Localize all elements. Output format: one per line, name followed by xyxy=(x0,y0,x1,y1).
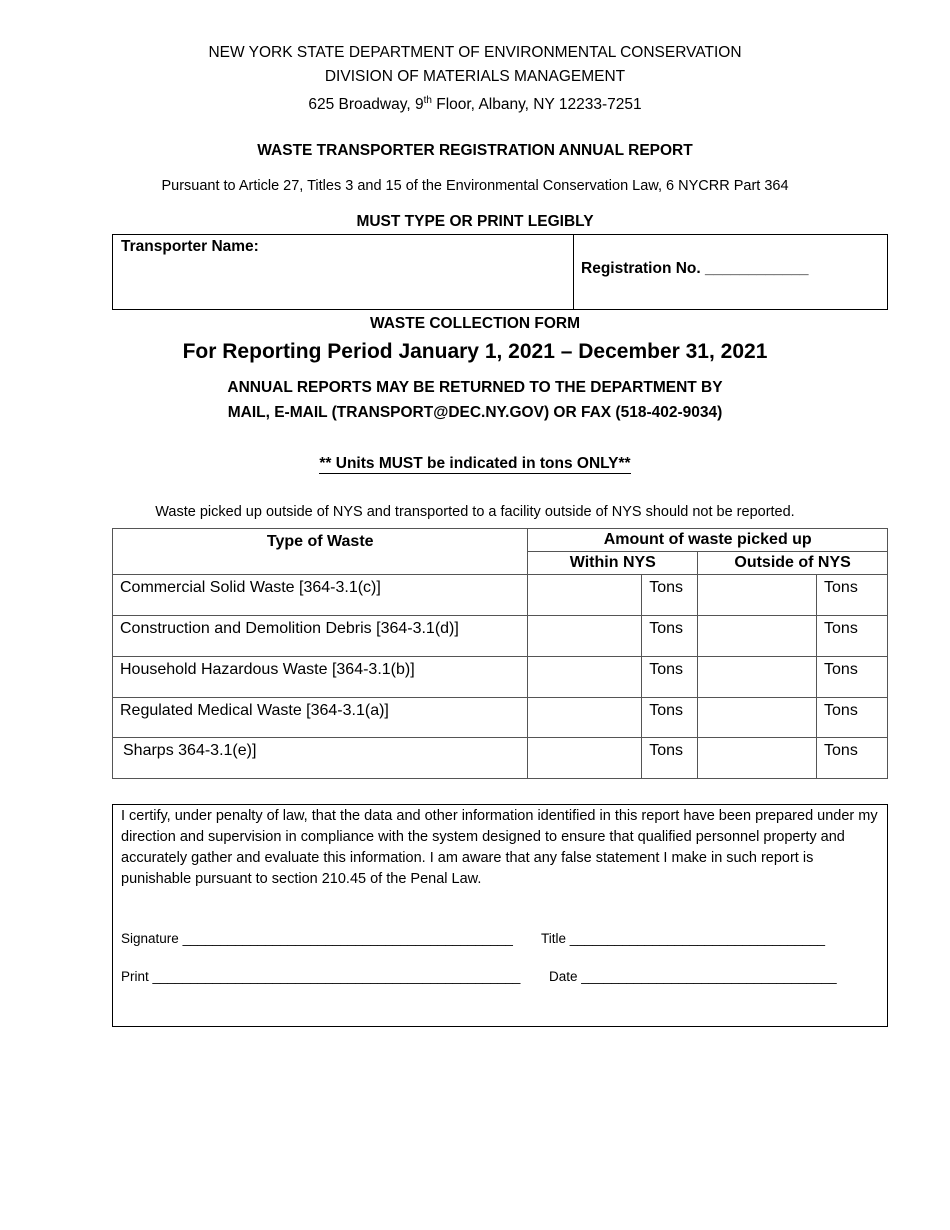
outside-nys-input[interactable] xyxy=(698,738,817,779)
address-pre: 625 Broadway, 9 xyxy=(308,96,424,114)
title-field[interactable] xyxy=(541,931,825,946)
print-line: _________________________________________________ xyxy=(152,969,521,984)
certification-box xyxy=(112,804,888,1027)
agency-address xyxy=(0,89,950,117)
signature-field[interactable] xyxy=(121,931,513,946)
outside-nys-input[interactable] xyxy=(698,616,817,657)
signature-line: ____________________________________________ xyxy=(182,931,513,946)
print-label: Print xyxy=(121,969,149,984)
within-nys-input[interactable] xyxy=(528,738,642,779)
address-sup: th xyxy=(423,95,432,106)
outside-nys-input[interactable] xyxy=(698,575,817,616)
return-notice-line1: ANNUAL REPORTS MAY BE RETURNED TO THE DEPARTMENT BY xyxy=(227,379,723,396)
table-row xyxy=(113,616,888,657)
within-unit: Tons xyxy=(642,575,698,616)
waste-table xyxy=(112,528,888,779)
pursuant-text: Pursuant to Article 27, Titles 3 and 15 of the Environmental Conservation Law, 6 NYCRR Part 364 xyxy=(161,178,789,194)
date-label: Date xyxy=(549,969,578,984)
waste-type-label: Construction and Demolition Debris [364-3.1(d)] xyxy=(113,616,528,657)
col-type-of-waste: Type of Waste xyxy=(113,529,528,575)
transporter-box xyxy=(112,234,888,310)
agency-name: NEW YORK STATE DEPARTMENT OF ENVIRONMENTAL CONSERVATION xyxy=(208,44,742,61)
table-row xyxy=(113,657,888,698)
waste-type-label: Household Hazardous Waste [364-3.1(b)] xyxy=(113,657,528,698)
table-row xyxy=(113,575,888,616)
transporter-divider xyxy=(573,235,574,309)
waste-type-label: Commercial Solid Waste [364-3.1(c)] xyxy=(113,575,528,616)
outside-nys-note: Waste picked up outside of NYS and transported to a facility outside of NYS should not be reported. xyxy=(155,504,795,520)
within-unit: Tons xyxy=(642,657,698,698)
transporter-name-label: Transporter Name: xyxy=(121,238,259,255)
division-name: DIVISION OF MATERIALS MANAGEMENT xyxy=(324,68,626,85)
title-label: Title xyxy=(541,931,567,946)
outside-unit: Tons xyxy=(817,616,888,657)
within-nys-input[interactable] xyxy=(528,616,642,657)
units-notice-wrap xyxy=(0,455,950,473)
outside-unit: Tons xyxy=(817,575,888,616)
address-post: Floor, Albany, NY 12233-7251 xyxy=(431,96,642,114)
col-outside-nys: Outside of NYS xyxy=(698,552,888,575)
must-type-notice: MUST TYPE OR PRINT LEGIBLY xyxy=(356,213,594,230)
outside-unit: Tons xyxy=(817,738,888,779)
form-title: WASTE COLLECTION FORM xyxy=(369,315,581,332)
within-unit: Tons xyxy=(642,616,698,657)
reporting-period: For Reporting Period January 1, 2021 – December 31, 2021 xyxy=(182,340,768,363)
date-line: __________________________________ xyxy=(581,969,837,984)
within-nys-input[interactable] xyxy=(528,575,642,616)
registration-number-label[interactable]: Registration No. ____________ xyxy=(581,260,809,277)
within-unit: Tons xyxy=(642,698,698,738)
col-within-nys: Within NYS xyxy=(528,552,698,575)
table-row xyxy=(113,738,888,779)
units-notice: ** Units MUST be indicated in tons ONLY** xyxy=(319,455,631,472)
within-nys-input[interactable] xyxy=(528,698,642,738)
print-field[interactable] xyxy=(121,969,520,984)
waste-type-label: Regulated Medical Waste [364-3.1(a)] xyxy=(113,698,528,738)
title-line: __________________________________ xyxy=(569,931,826,946)
certification-text: I certify, under penalty of law, that the data and other information identified in this report have been prepared under my direction and supervision in compliance with the system designed to ensure that qualified personnel property and accurately gather and evaluate this information. I am aware that any false statement I make in such report is punishable pursuant to section 210.45 of the Penal Law. xyxy=(121,808,878,887)
report-title: WASTE TRANSPORTER REGISTRATION ANNUAL REPORT xyxy=(257,142,693,159)
outside-unit: Tons xyxy=(817,698,888,738)
outside-nys-input[interactable] xyxy=(698,657,817,698)
within-unit: Tons xyxy=(642,738,698,779)
return-notice-line2: MAIL, E-MAIL (TRANSPORT@DEC.NY.GOV) OR FAX (518-402-9034) xyxy=(227,404,723,421)
date-field[interactable] xyxy=(549,969,837,984)
signature-label: Signature xyxy=(121,931,179,946)
outside-nys-input[interactable] xyxy=(698,698,817,738)
table-row xyxy=(113,698,888,738)
waste-type-label: Sharps 364-3.1(e)] xyxy=(113,738,528,779)
col-amount-picked-up: Amount of waste picked up xyxy=(528,529,888,552)
outside-unit: Tons xyxy=(817,657,888,698)
within-nys-input[interactable] xyxy=(528,657,642,698)
